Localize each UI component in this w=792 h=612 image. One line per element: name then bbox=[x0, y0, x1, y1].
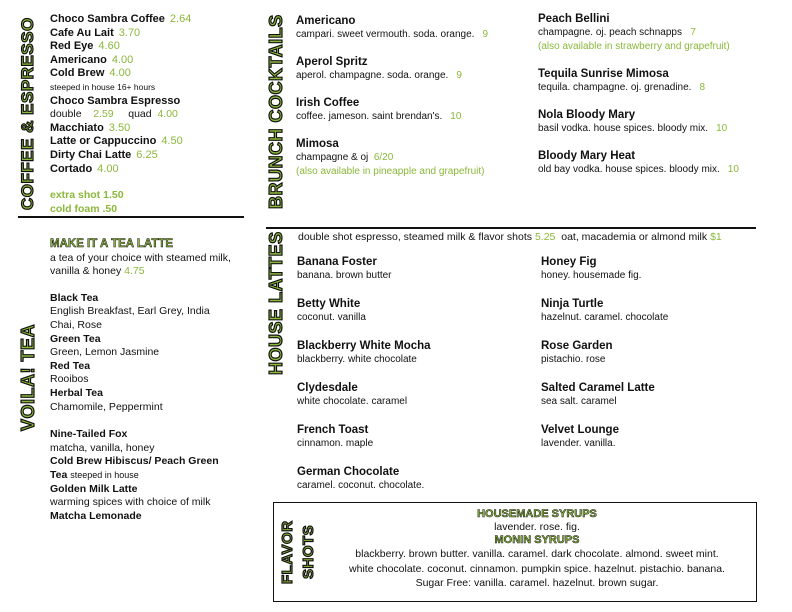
brunch-left-column bbox=[296, 14, 526, 179]
coffee-item bbox=[50, 149, 240, 163]
latte-item bbox=[297, 423, 527, 451]
cocktail-name: Americano bbox=[296, 15, 356, 27]
double-price: 2.59 bbox=[93, 108, 114, 121]
cocktail-desc-row bbox=[538, 122, 778, 136]
coffee-section-title: COFFEE & ESPRESSO bbox=[18, 17, 37, 211]
coffee-item-price: 4.00 bbox=[97, 162, 119, 175]
cocktail-price: 8 bbox=[699, 82, 706, 93]
latte-desc: lavender. vanilla. bbox=[541, 438, 616, 449]
lattes-left-column bbox=[297, 255, 527, 507]
coffee-item-price: 4.60 bbox=[98, 40, 120, 53]
double-label: double bbox=[50, 108, 82, 121]
latte-desc: sea salt. caramel bbox=[541, 396, 617, 407]
coffee-item-name: Cortado bbox=[50, 162, 93, 175]
latte-item bbox=[541, 297, 771, 325]
coffee-item-name: Choco Sambra Coffee bbox=[50, 13, 165, 25]
latte-name: Salted Caramel Latte bbox=[541, 382, 655, 394]
latte-name: Honey Fig bbox=[541, 256, 597, 268]
cocktail-desc-row bbox=[296, 110, 526, 124]
cocktail-price: 10 bbox=[727, 164, 739, 175]
cocktail-name: Irish Coffee bbox=[296, 97, 360, 109]
latte-desc: cinnamon. maple bbox=[297, 438, 374, 449]
red-tea-desc: Rooibos bbox=[50, 373, 89, 386]
coffee-item bbox=[50, 67, 240, 81]
latte-item bbox=[541, 381, 771, 409]
cocktail-item bbox=[538, 67, 778, 95]
latte-name: German Chocolate bbox=[297, 466, 400, 478]
cocktail-name: Nola Bloody Mary bbox=[538, 109, 636, 121]
brunch-mimosa-note: (also available in pineapple and grapefruit) bbox=[296, 166, 485, 177]
latte-desc: white chocolate. caramel bbox=[297, 396, 408, 407]
cocktail-item bbox=[538, 149, 778, 177]
tea-latte-desc1: a tea of your choice with steamed milk, bbox=[50, 251, 231, 264]
coffee-item-price: 3.50 bbox=[108, 121, 131, 134]
brunch-bellini-note: (also available in strawberry and grapefruit) bbox=[538, 41, 730, 52]
coffee-item-name: Dirty Chai Latte bbox=[50, 148, 132, 161]
espresso-sizes bbox=[50, 108, 240, 122]
latte-item bbox=[297, 339, 527, 367]
latte-desc: pistachio. rose bbox=[541, 354, 606, 365]
herbal-tea-desc: Chamomile, Peppermint bbox=[50, 400, 163, 413]
coffee-item-name: Macchiato bbox=[50, 121, 104, 134]
cocktail-desc-row bbox=[538, 163, 778, 177]
cocktail-name: Tequila Sunrise Mimosa bbox=[538, 68, 669, 80]
cocktail-item bbox=[538, 108, 778, 136]
flavor-content bbox=[318, 508, 756, 591]
coffee-menu bbox=[50, 13, 240, 216]
coffee-item-price: 4.00 bbox=[111, 53, 134, 66]
coffee-item-name: Red Eye bbox=[50, 40, 94, 53]
tea-latte-desc2: vanilla & honey bbox=[50, 265, 122, 278]
cocktail-desc-row bbox=[296, 28, 526, 42]
housemade-list: lavender. rose. fig. bbox=[494, 521, 580, 533]
quad-price: 4.00 bbox=[157, 108, 178, 121]
cocktail-desc-row bbox=[538, 81, 778, 95]
latte-name: Blackberry White Mocha bbox=[297, 340, 431, 352]
cocktail-item bbox=[296, 96, 526, 124]
black-tea-desc1: English Breakfast, Earl Grey, India bbox=[50, 305, 210, 318]
brunch-mimosa-desc: champagne & oj bbox=[296, 152, 369, 163]
brunch-mimosa-name: Mimosa bbox=[296, 138, 339, 150]
extra-shot: extra shot 1.50 bbox=[50, 189, 124, 202]
coffee-item-price: 6.25 bbox=[136, 148, 158, 161]
flavor-title-line1: FLAVOR bbox=[279, 520, 296, 584]
latte-item bbox=[297, 297, 527, 325]
latte-name: Clydesdale bbox=[297, 382, 358, 394]
brunch-right-column bbox=[538, 12, 778, 190]
coffee-divider bbox=[18, 216, 244, 218]
brunch-bellini-price: 7 bbox=[690, 27, 696, 38]
tea-section-title: VOILA! TEA bbox=[18, 324, 38, 432]
cold-brew-hibiscus-tea: Tea bbox=[50, 468, 68, 481]
quad-label: quad bbox=[128, 108, 152, 121]
cocktail-price: 9 bbox=[482, 29, 488, 40]
brunch-section-title: BRUNCH COCKTAILS bbox=[266, 14, 286, 210]
lattes-header bbox=[298, 231, 722, 244]
nine-tailed-fox: Nine-Tailed Fox bbox=[50, 428, 128, 441]
coffee-item bbox=[50, 163, 240, 177]
coffee-item-name: Cafe Au Lait bbox=[50, 26, 114, 39]
cocktail-desc-row bbox=[296, 69, 526, 83]
housemade-heading: HOUSEMADE SYRUPS bbox=[477, 508, 597, 520]
lattes-header-alt-price: $1 bbox=[710, 231, 722, 243]
coffee-item bbox=[50, 27, 240, 41]
latte-desc: caramel. coconut. chocolate. bbox=[297, 480, 425, 491]
black-tea: Black Tea bbox=[50, 291, 99, 304]
cocktail-price: 10 bbox=[716, 123, 728, 134]
latte-name: Velvet Lounge bbox=[541, 424, 619, 436]
coffee-item-price: 4.00 bbox=[109, 67, 131, 80]
cold-brew-hibiscus-note: steeped in house bbox=[70, 469, 139, 480]
tea-latte-desc2-row bbox=[50, 265, 250, 279]
brunch-mimosa-price: 6/20 bbox=[373, 152, 394, 163]
coffee-item bbox=[50, 54, 240, 68]
coffee-item bbox=[50, 13, 240, 27]
latte-name: French Toast bbox=[297, 424, 369, 436]
green-tea: Green Tea bbox=[50, 332, 101, 345]
cocktail-desc: tequila. champagne. oj. grenadine. bbox=[538, 82, 692, 93]
latte-item bbox=[297, 465, 527, 493]
latte-item bbox=[297, 255, 527, 283]
coffee-item-name: Cold Brew bbox=[50, 67, 105, 80]
cocktail-desc: coffee. jameson. saint brendan's. bbox=[296, 111, 443, 122]
black-tea-desc2: Chai, Rose bbox=[50, 318, 102, 331]
latte-item bbox=[297, 381, 527, 409]
cold-brew-hibiscus: Cold Brew Hibiscus/ Peach Green bbox=[50, 455, 219, 468]
brunch-bellini-desc: champagne. oj. peach schnapps bbox=[538, 27, 682, 38]
golden-milk-desc: warming spices with choice of milk bbox=[50, 496, 211, 509]
green-tea-desc: Green, Lemon Jasmine bbox=[50, 346, 160, 359]
brunch-bellini bbox=[538, 12, 778, 54]
cocktail-price: 9 bbox=[456, 70, 462, 81]
red-tea: Red Tea bbox=[50, 359, 91, 372]
cocktail-desc: aperol. champagne. soda. orange. bbox=[296, 70, 449, 81]
brunch-mimosa-desc-row bbox=[296, 151, 526, 165]
brunch-divider bbox=[266, 227, 756, 229]
coffee-item bbox=[50, 40, 240, 54]
tea-latte-heading: MAKE IT A TEA LATTE bbox=[50, 238, 174, 250]
lattes-section-title: HOUSE LATTES bbox=[266, 231, 286, 375]
coffee-item bbox=[50, 135, 240, 149]
cold-foam: cold foam .50 bbox=[50, 202, 118, 215]
latte-item bbox=[541, 339, 771, 367]
cocktail-name: Bloody Mary Heat bbox=[538, 150, 636, 162]
matcha-lemonade: Matcha Lemonade bbox=[50, 509, 142, 522]
espresso-name: Choco Sambra Espresso bbox=[50, 94, 181, 107]
latte-name: Rose Garden bbox=[541, 340, 613, 352]
latte-desc: honey. housemade fig. bbox=[541, 270, 642, 281]
brunch-mimosa bbox=[296, 137, 526, 179]
nine-tailed-fox-desc: matcha, vanilla, honey bbox=[50, 441, 155, 454]
latte-desc: banana. brown butter bbox=[297, 270, 392, 281]
lattes-right-column bbox=[541, 255, 771, 465]
latte-item bbox=[541, 255, 771, 283]
lattes-header-alt: oat, macademia or almond milk bbox=[561, 231, 708, 243]
cocktail-price: 10 bbox=[450, 111, 462, 122]
coffee-item-name: Americano bbox=[50, 53, 107, 66]
sugar-free-list: Sugar Free: vanilla. caramel. hazelnut. brown sugar. bbox=[415, 577, 659, 589]
cocktail-item bbox=[296, 55, 526, 83]
lattes-header-price: 5.25 bbox=[534, 231, 556, 243]
tea-menu bbox=[50, 238, 250, 523]
coffee-item-name: Latte or Cappuccino bbox=[50, 135, 157, 148]
cocktail-desc: campari. sweet vermouth. soda. orange. bbox=[296, 29, 475, 40]
lattes-header-text: double shot espresso, steamed milk & flavor shots bbox=[298, 231, 533, 243]
monin-line2: white chocolate. coconut. cinnamon. pumpkin spice. hazelnut. pistachio. banana. bbox=[349, 562, 725, 575]
latte-name: Ninja Turtle bbox=[541, 298, 604, 310]
cold-brew-note: steeped in house 16+ hours bbox=[50, 81, 156, 92]
cocktail-desc: old bay vodka. house spices. bloody mix. bbox=[538, 164, 720, 175]
latte-name: Banana Foster bbox=[297, 256, 377, 268]
latte-desc: hazelnut. caramel. chocolate bbox=[541, 312, 669, 323]
latte-item bbox=[541, 423, 771, 451]
flavor-title-line2: SHOTS bbox=[300, 524, 317, 580]
monin-heading: MONIN SYRUPS bbox=[494, 534, 580, 546]
tea-latte-price: 4.75 bbox=[124, 265, 145, 278]
coffee-item-price: 4.50 bbox=[161, 135, 183, 148]
brunch-bellini-desc-row bbox=[538, 26, 778, 40]
monin-line1: blackberry. brown butter. vanilla. caramel. dark chocolate. almond. sweet mint. bbox=[355, 548, 719, 560]
golden-milk-latte: Golden Milk Latte bbox=[50, 482, 138, 495]
coffee-item bbox=[50, 122, 240, 136]
herbal-tea: Herbal Tea bbox=[50, 386, 103, 399]
cocktail-item bbox=[296, 14, 526, 42]
latte-desc: blackberry. white chocolate bbox=[297, 354, 417, 365]
cocktail-desc: basil vodka. house spices. bloody mix. bbox=[538, 123, 709, 134]
cocktail-name: Aperol Spritz bbox=[296, 56, 368, 68]
latte-name: Betty White bbox=[297, 298, 361, 310]
coffee-item-price: 3.70 bbox=[118, 26, 141, 39]
brunch-bellini-name: Peach Bellini bbox=[538, 13, 610, 25]
cold-brew-hibiscus-row2 bbox=[50, 469, 250, 483]
latte-desc: coconut. vanilla bbox=[297, 312, 366, 323]
coffee-item-price: 2.64 bbox=[169, 13, 192, 25]
